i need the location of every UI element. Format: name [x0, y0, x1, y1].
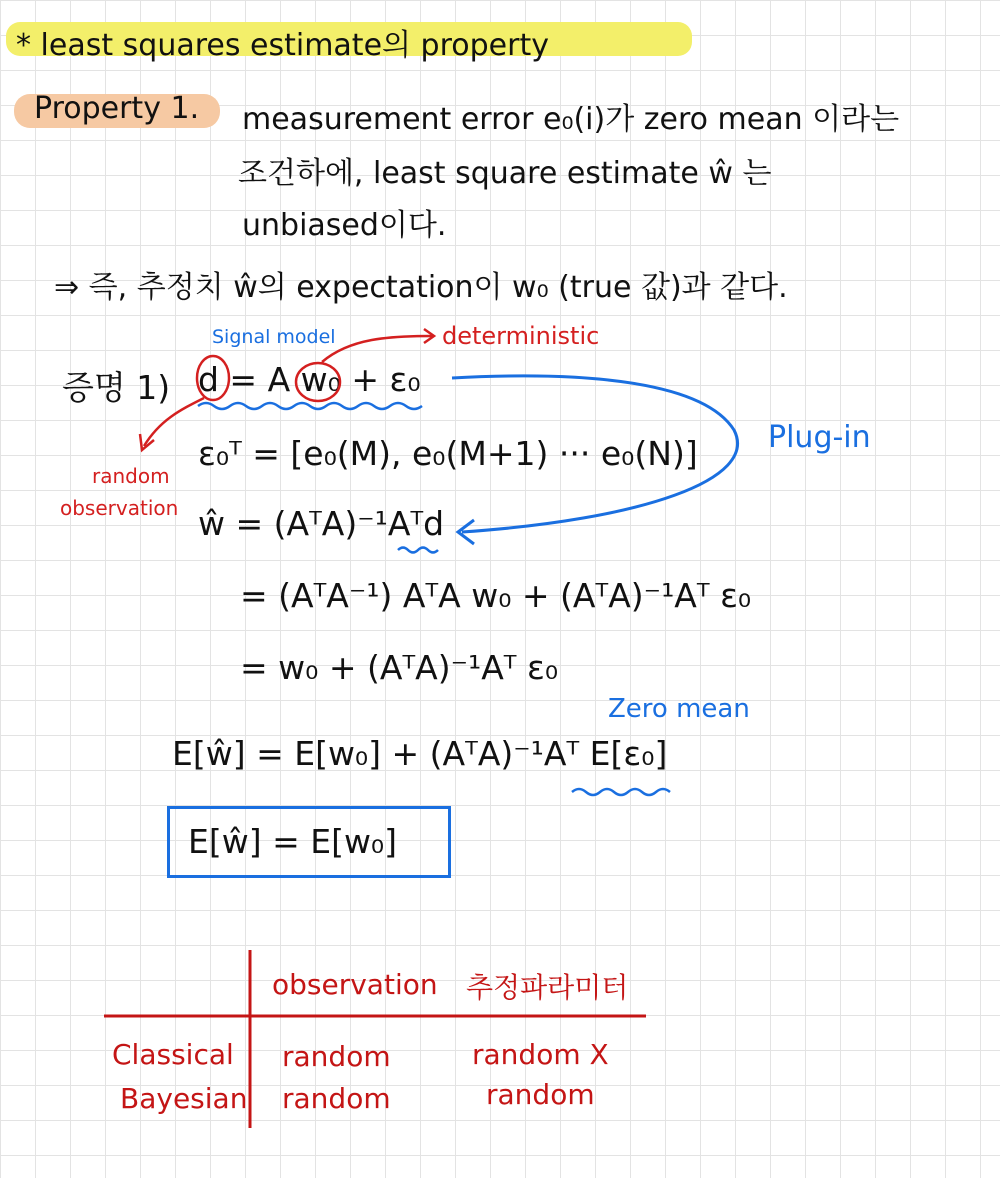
- signal-model-annotation: Signal model: [212, 326, 336, 348]
- proof-eq-1: d = A w₀ + ε₀: [198, 360, 421, 399]
- random-annotation: random: [92, 464, 170, 488]
- observation-annotation: observation: [60, 496, 179, 520]
- table-cell-classical-observation: random: [282, 1040, 391, 1073]
- deterministic-annotation: deterministic: [442, 322, 600, 350]
- circle-w0: [296, 363, 340, 401]
- table-header-observation: observation: [272, 968, 438, 1001]
- wavy-underline-d: [398, 548, 438, 553]
- proof-label: 증명 1): [62, 368, 171, 407]
- implication-line: ⇒ 즉, 추정치 ŵ의 expectation이 w₀ (true 값)과 같다.: [54, 270, 788, 305]
- proof-eq-2: ε₀ᵀ = [e₀(M), e₀(M+1) ··· e₀(N)]: [198, 434, 698, 473]
- plug-in-annotation: Plug-in: [768, 420, 871, 455]
- property-label: Property 1.: [34, 91, 200, 126]
- table-cell-bayesian-observation: random: [282, 1082, 391, 1115]
- result-equation: E[ŵ] = E[w₀]: [188, 822, 398, 861]
- wavy-underline-expectation: [572, 789, 670, 795]
- proof-eq-3: ŵ = (AᵀA)⁻¹Aᵀd: [198, 504, 445, 543]
- table-cell-bayesian-parameter: random: [486, 1078, 595, 1111]
- property-line-3: unbiased이다.: [242, 208, 447, 243]
- zero-mean-annotation: Zero mean: [608, 694, 750, 724]
- arrow-plug-in: [452, 376, 738, 532]
- proof-eq-5: = w₀ + (AᵀA)⁻¹Aᵀ ε₀: [240, 648, 559, 687]
- wavy-underline-signal-model: [198, 403, 422, 409]
- table-row-label-classical: Classical: [112, 1038, 234, 1071]
- table-header-parameter: 추정파라미터: [466, 971, 629, 1004]
- property-line-2: 조건하에, least square estimate ŵ 는: [238, 156, 772, 191]
- arrow-deterministic: [322, 336, 432, 362]
- property-line-1: measurement error e₀(i)가 zero mean 이라는: [242, 102, 900, 137]
- table-row-label-bayesian: Bayesian: [120, 1082, 248, 1115]
- circle-d: [197, 356, 229, 400]
- proof-eq-4: = (AᵀA⁻¹) AᵀA w₀ + (AᵀA)⁻¹Aᵀ ε₀: [240, 576, 752, 615]
- table-cell-classical-parameter: random X: [472, 1038, 609, 1071]
- arrow-random: [144, 398, 204, 446]
- proof-eq-6: E[ŵ] = E[w₀] + (AᵀA)⁻¹Aᵀ E[ε₀]: [172, 734, 668, 773]
- page-title: * least squares estimate의 property: [16, 28, 549, 63]
